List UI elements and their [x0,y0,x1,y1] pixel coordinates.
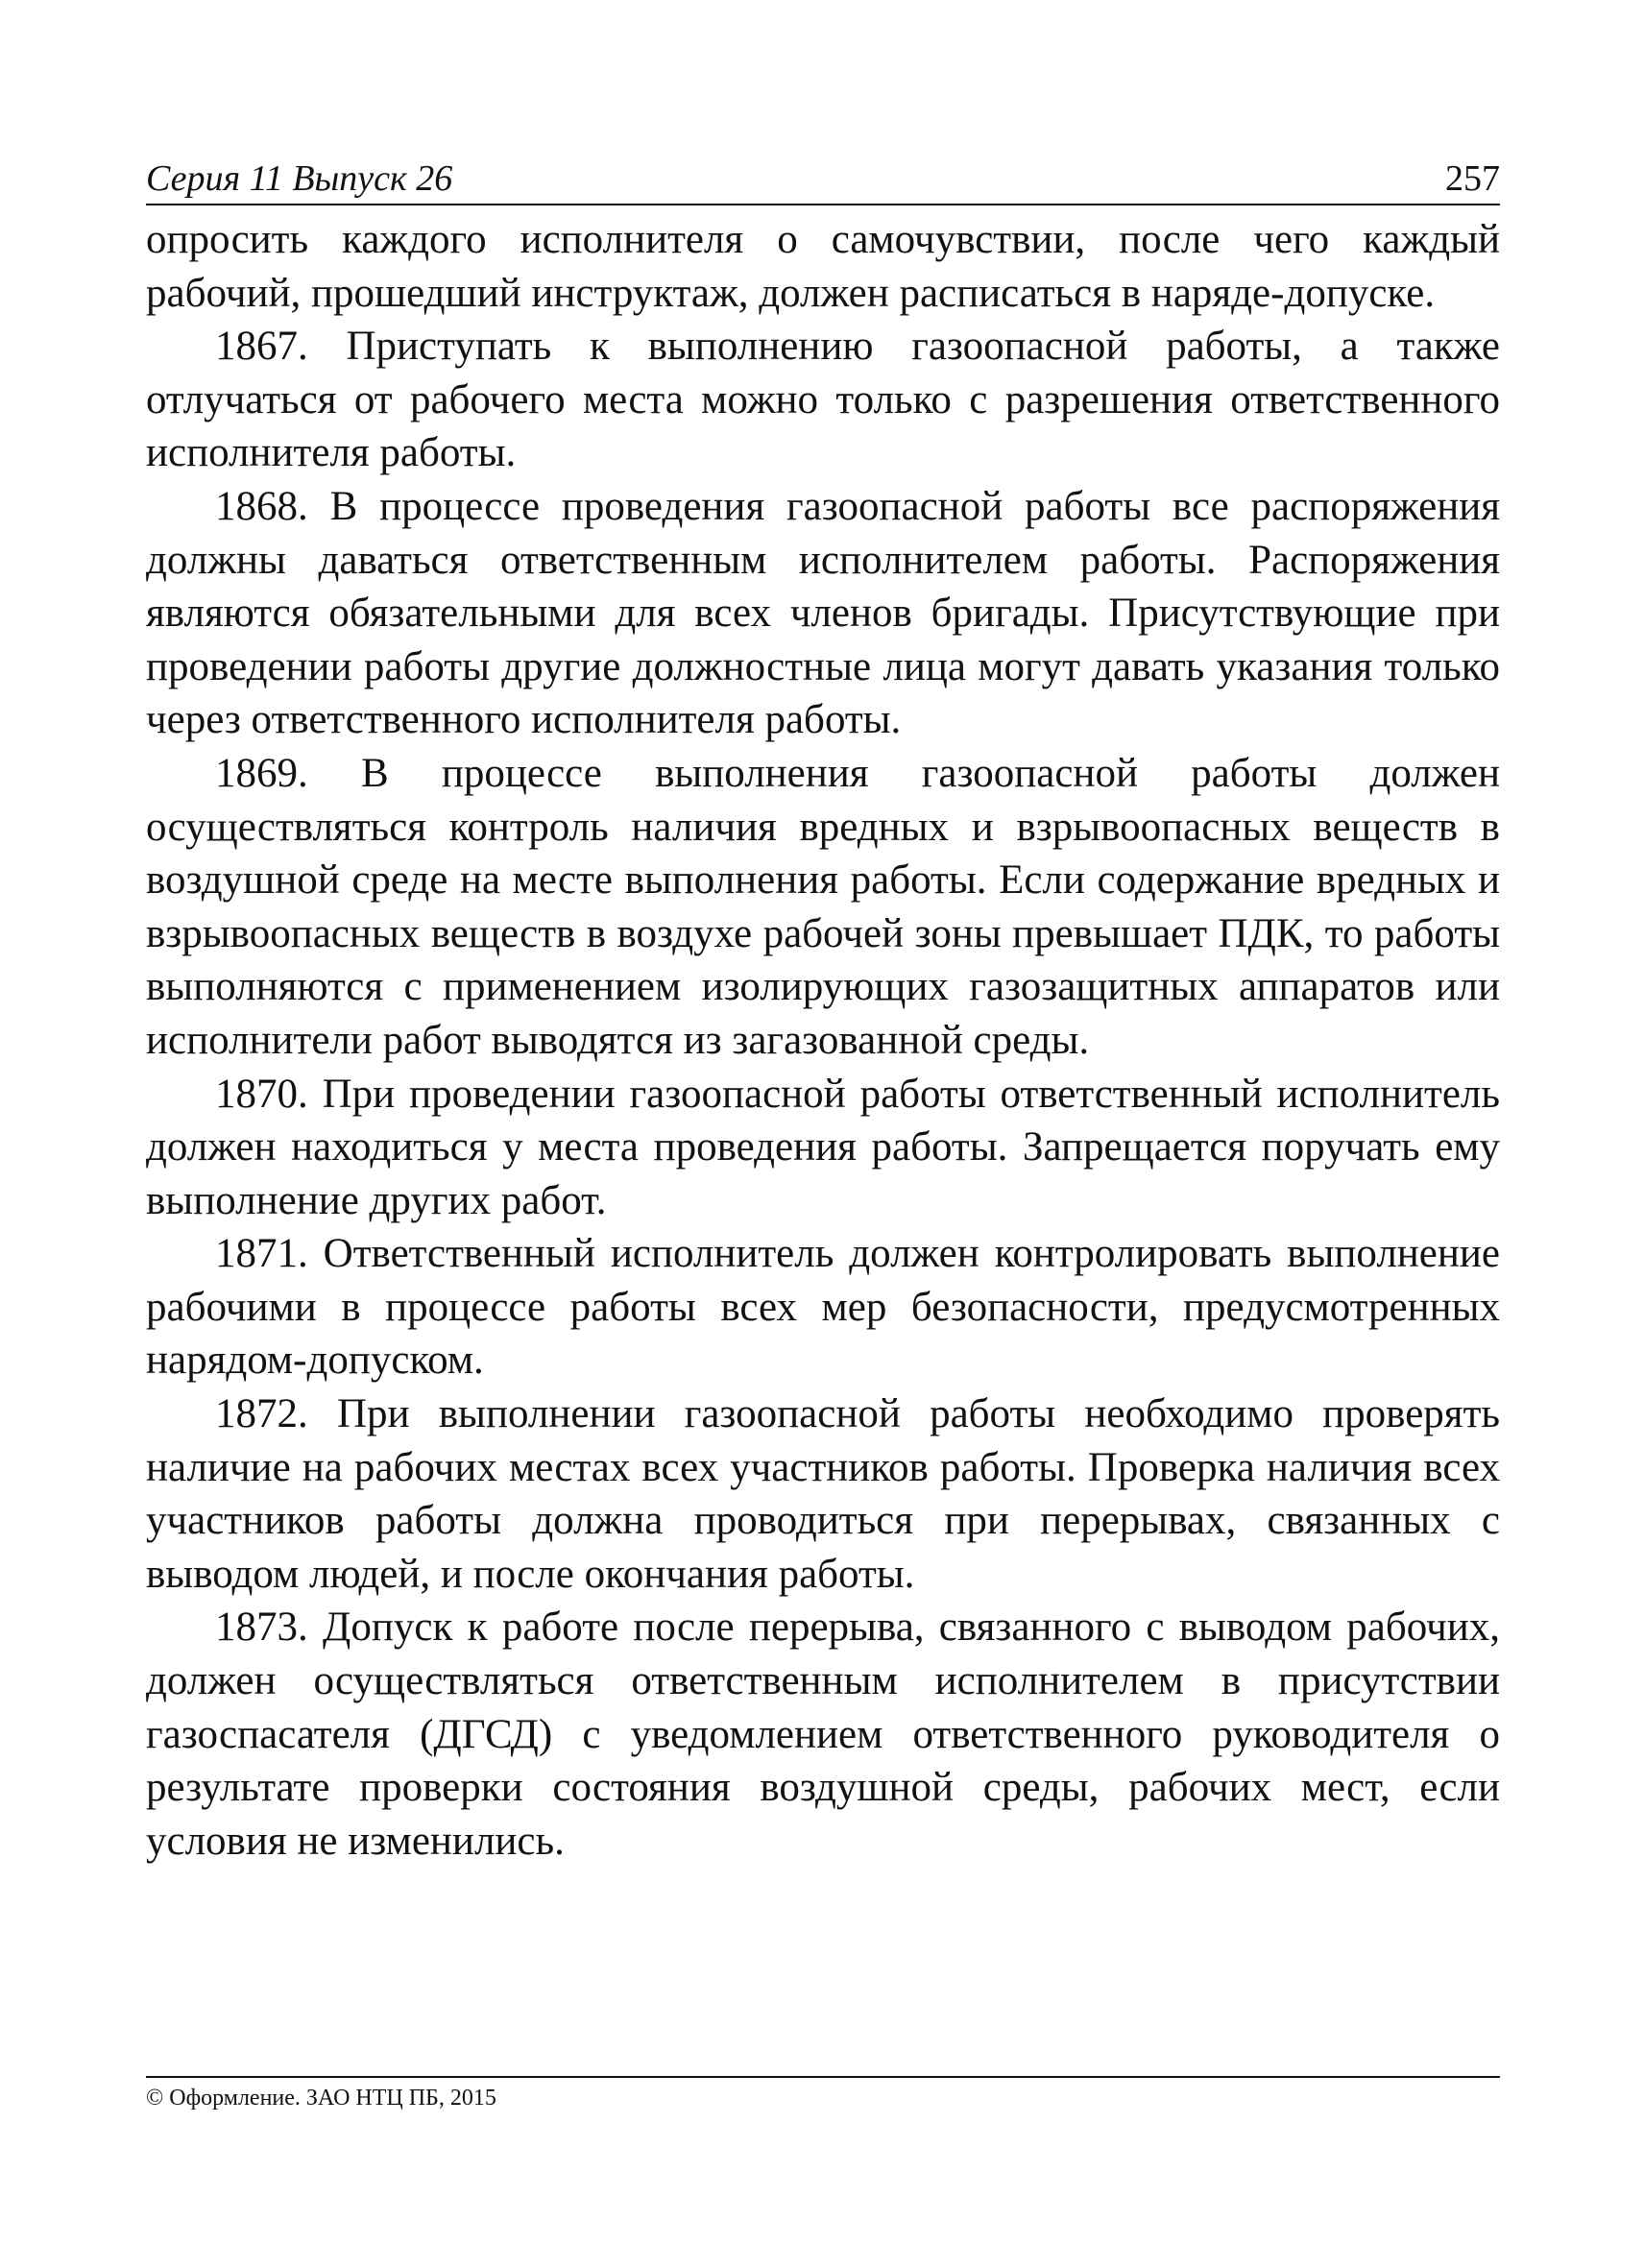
paragraph-1870: 1870. При проведении газоопасной работы ответственный исполнитель должен находиться у места проведения работы. Запрещается поручать ему выполнение других работ. [146,1071,1500,1223]
paragraph-1871: 1871. Ответственный исполнитель должен контролировать выполнение рабочими в процессе работы всех мер безопасности, предусмотренных нарядом-допуском. [146,1231,1500,1384]
body-text [146,213,1500,1868]
series-title: Серия 11 Выпуск 26 [146,158,453,199]
paragraph-1872: 1872. При выполнении газоопасной работы необходимо проверять наличие на рабочих местах всех участников работы. Проверка наличия всех участников работы должна проводиться при перерывах, связанных с выводом людей, и после окончания работы. [146,1391,1500,1597]
footer-rule [146,2076,1500,2078]
running-header [146,154,1500,204]
paragraph-1873: 1873. Допуск к работе после перерыва, связанного с выводом рабочих, должен осуществляться ответственным исполнителем в присутствии газоспасателя (ДГСД) с уведомлением ответственного руководителя о результате проверки состояния воздушной среды, рабочих мест, если условия не изменились. [146,1604,1500,1864]
paragraph-1869: 1869. В процессе выполнения газоопасной работы должен осуществляться контроль наличия вредных и взрывоопасных веществ в воздушной среде на месте выполнения работы. Если содержание вредных и взрывоопасных веществ в воздухе рабочей зоны превышает ПДК, то работы выполняются с применением изолирующих газозащитных аппаратов или исполнители работ выводятся из загазованной среды. [146,750,1500,1063]
paragraph-1867: 1867. Приступать к выполнению газоопасной работы, а также отлучаться от рабочего места можно только с разрешения ответственного исполнителя работы. [146,324,1500,476]
copyright-footer: © Оформление. ЗАО НТЦ ПБ, 2015 [146,2086,496,2111]
header-rule [146,204,1500,205]
continuation-paragraph: опросить каждого исполнителя о самочувствии, после чего каждый рабочий, прошедший инструктаж, должен расписаться в наряде-допуске. [146,217,1500,316]
paragraph-1868: 1868. В процессе проведения газоопасной работы все распоряжения должны даваться ответственным исполнителем работы. Распоряжения являются обязательными для всех членов бригады. Присутствующие при проведении работы другие должностные лица могут давать указания только через ответственного исполнителя работы. [146,483,1500,743]
page-number: 257 [1445,158,1500,199]
